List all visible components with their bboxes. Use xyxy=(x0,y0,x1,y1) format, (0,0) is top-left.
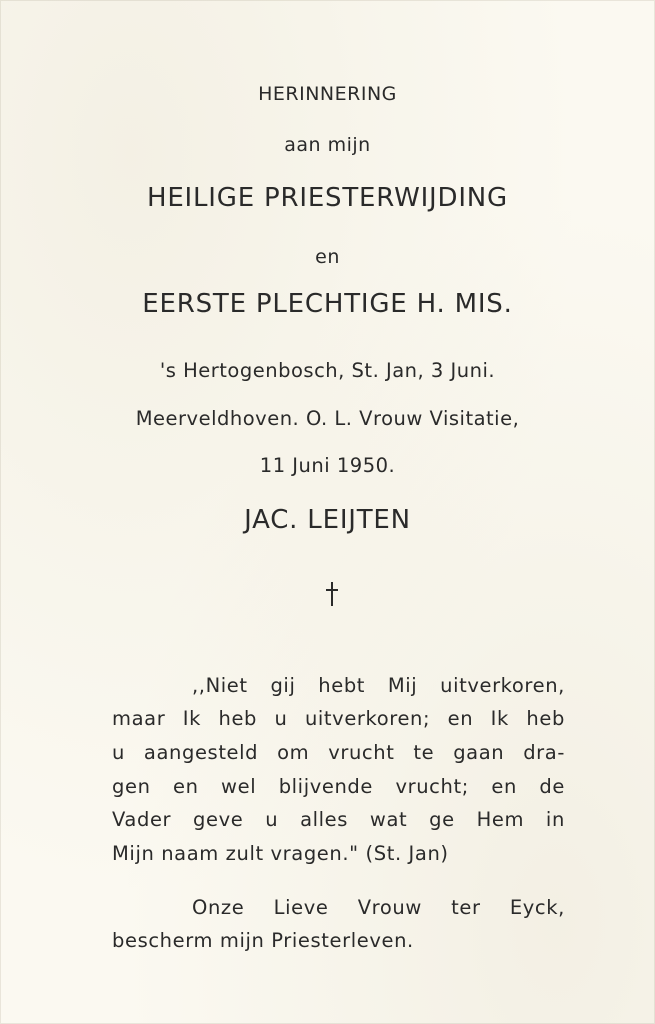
word: om xyxy=(277,741,310,764)
word: gij xyxy=(270,674,296,697)
date-line: 11 Juni 1950. xyxy=(259,454,396,477)
word: te xyxy=(413,741,435,764)
word: uitverkoren; xyxy=(304,707,431,730)
word: dra- xyxy=(523,741,565,764)
word: in xyxy=(545,808,565,831)
word: heb xyxy=(218,707,258,730)
word: uitverkoren, xyxy=(440,674,565,697)
word: Mij xyxy=(387,674,418,697)
word: u xyxy=(112,741,125,764)
word: Ik xyxy=(182,707,202,730)
word: hebt xyxy=(318,674,366,697)
word: Vader xyxy=(112,808,172,831)
word: Ik xyxy=(490,707,509,730)
word: gen xyxy=(112,775,151,798)
word: en xyxy=(447,707,474,730)
word: en xyxy=(173,775,199,798)
word: geve xyxy=(193,808,244,831)
word: Onze xyxy=(192,896,245,919)
quote-line-3 xyxy=(112,741,565,764)
heading-priesterwijding: HEILIGE PRIESTERWIJDING xyxy=(146,183,509,213)
word: aangesteld xyxy=(143,741,259,764)
word: vrucht xyxy=(328,741,395,764)
word: de xyxy=(539,775,565,798)
word: wel xyxy=(221,775,257,798)
word: ,,Niet xyxy=(192,674,248,697)
quote-line-4 xyxy=(112,775,565,798)
quote-line-5 xyxy=(112,808,565,831)
priest-name: JAC. LEIJTEN xyxy=(244,505,411,535)
word: Vrouw xyxy=(357,896,422,919)
word: vrucht; xyxy=(395,775,469,798)
word: u xyxy=(274,707,288,730)
prayer-line-1 xyxy=(112,896,565,919)
quote-line-6: Mijn naam zult vragen." (St. Jan) xyxy=(112,842,449,865)
quote-line-2 xyxy=(112,707,565,730)
place-meerveldhoven: Meerveldhoven. O. L. Vrouw Visitatie, xyxy=(135,407,520,430)
word: heb xyxy=(526,707,565,730)
word: u xyxy=(265,808,279,831)
word: en xyxy=(491,775,517,798)
word: Hem xyxy=(476,808,525,831)
word: ter xyxy=(451,896,481,919)
word: Lieve xyxy=(273,896,329,919)
word: blijvende xyxy=(278,775,373,798)
heading-eerste-mis: EERSTE PLECHTIGE H. MIS. xyxy=(142,289,513,319)
cross-icon xyxy=(326,582,338,606)
word: Eyck, xyxy=(509,896,565,919)
heading-herinnering: HERINNERING xyxy=(258,83,397,105)
place-hertogenbosch: 's Hertogenbosch, St. Jan, 3 Juni. xyxy=(159,359,496,382)
quote-line-1 xyxy=(112,674,565,697)
heading-en: en xyxy=(315,246,340,268)
word: gaan xyxy=(453,741,505,764)
word: wat xyxy=(369,808,408,831)
heading-aan-mijn: aan mijn xyxy=(284,134,371,156)
word: maar xyxy=(112,707,166,730)
prayer-line-2: bescherm mijn Priesterleven. xyxy=(112,929,414,952)
word: ge xyxy=(429,808,455,831)
word: alles xyxy=(300,808,349,831)
